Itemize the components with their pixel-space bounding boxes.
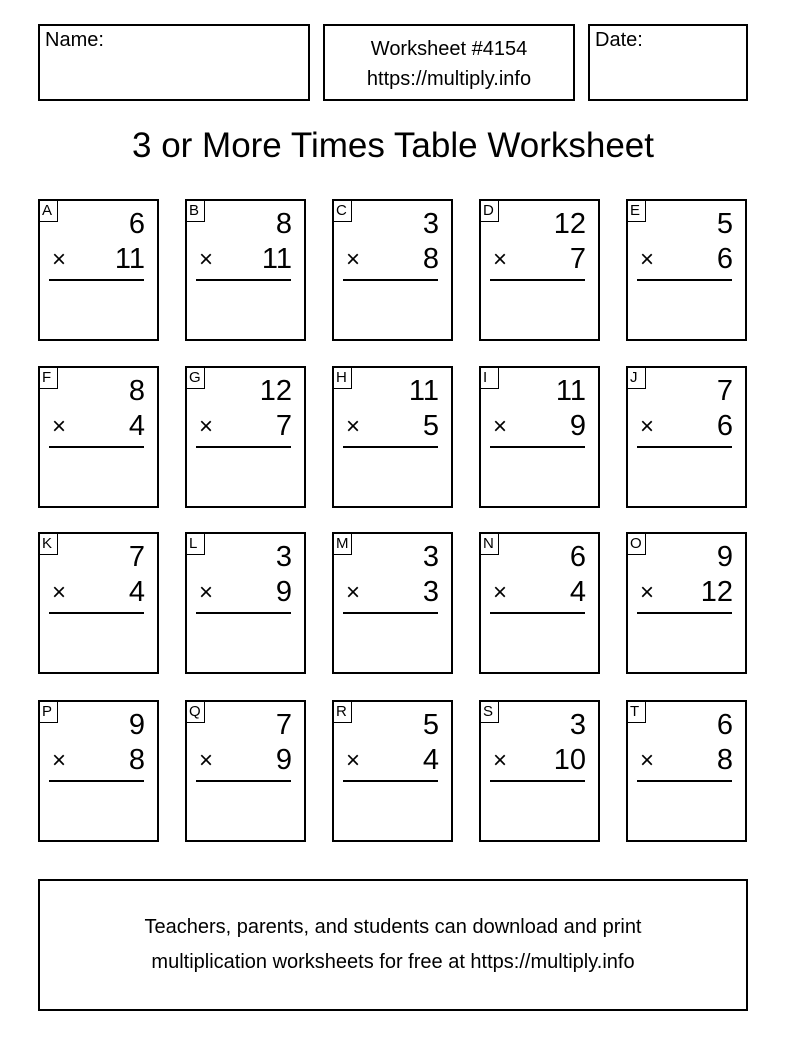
multiplicand: 11 (408, 375, 439, 407)
multiplicand: 3 (422, 541, 439, 573)
multiplicand: 3 (569, 709, 586, 741)
multiplicand: 5 (422, 709, 439, 741)
answer-line (490, 780, 585, 782)
times-sign: × (640, 246, 655, 273)
answer-line (637, 780, 732, 782)
times-sign: × (52, 579, 67, 606)
problem-s[interactable] (479, 700, 600, 842)
times-sign: × (640, 747, 655, 774)
problem-c[interactable] (332, 199, 453, 341)
multiplier: 7 (569, 243, 586, 275)
problem-m[interactable] (332, 532, 453, 674)
multiplicand: 6 (569, 541, 586, 573)
problem-t[interactable] (626, 700, 747, 842)
problem-letter: I (479, 366, 499, 389)
multiplicand: 3 (422, 208, 439, 240)
multiplicand: 8 (128, 375, 145, 407)
date-label: Date: (595, 29, 643, 51)
times-sign: × (346, 246, 361, 273)
multiplier: 10 (553, 744, 586, 776)
multiplicand: 9 (716, 541, 733, 573)
problem-d[interactable] (479, 199, 600, 341)
times-sign: × (346, 747, 361, 774)
problem-a[interactable] (38, 199, 159, 341)
problem-q[interactable] (185, 700, 306, 842)
problem-letter: R (332, 700, 352, 723)
problem-j[interactable] (626, 366, 747, 508)
problem-letter: C (332, 199, 352, 222)
multiplier: 9 (569, 410, 586, 442)
multiplicand: 12 (553, 208, 586, 240)
multiplier: 9 (275, 576, 292, 608)
name-label: Name: (45, 29, 104, 51)
times-sign: × (52, 747, 67, 774)
times-sign: × (52, 246, 67, 273)
multiplier: 4 (128, 410, 145, 442)
page-title: 3 or More Times Table Worksheet (132, 126, 654, 165)
problem-letter: E (626, 199, 646, 222)
times-sign: × (199, 747, 214, 774)
problem-l[interactable] (185, 532, 306, 674)
multiplicand: 8 (275, 208, 292, 240)
answer-line (196, 780, 291, 782)
multiplier: 11 (114, 243, 145, 275)
problem-letter: M (332, 532, 352, 555)
problem-letter: G (185, 366, 205, 389)
answer-line (49, 446, 144, 448)
multiplier: 6 (716, 410, 733, 442)
problem-r[interactable] (332, 700, 453, 842)
multiplier: 9 (275, 744, 292, 776)
problem-o[interactable] (626, 532, 747, 674)
multiplier: 6 (716, 243, 733, 275)
footer-note (38, 879, 748, 1011)
answer-line (490, 612, 585, 614)
problem-letter: J (626, 366, 646, 389)
answer-line (490, 446, 585, 448)
multiplicand: 7 (716, 375, 733, 407)
problem-n[interactable] (479, 532, 600, 674)
multiplier: 3 (422, 576, 439, 608)
multiplier: 8 (422, 243, 439, 275)
multiplicand: 11 (555, 375, 586, 407)
footer-line-2: multiplication worksheets for free at https://multiply.info (151, 951, 635, 973)
answer-line (637, 612, 732, 614)
problem-letter: Q (185, 700, 205, 723)
answer-line (343, 780, 438, 782)
problem-b[interactable] (185, 199, 306, 341)
problem-letter: O (626, 532, 646, 555)
multiplicand: 7 (128, 541, 145, 573)
name-field[interactable] (38, 24, 310, 101)
problem-g[interactable] (185, 366, 306, 508)
answer-line (343, 446, 438, 448)
answer-line (343, 612, 438, 614)
times-sign: × (493, 747, 508, 774)
times-sign: × (640, 413, 655, 440)
worksheet-url: https://multiply.info (366, 68, 532, 90)
answer-line (343, 279, 438, 281)
answer-line (490, 279, 585, 281)
multiplier: 8 (128, 744, 145, 776)
worksheet-info-box (323, 24, 575, 101)
answer-line (49, 279, 144, 281)
problem-p[interactable] (38, 700, 159, 842)
answer-line (196, 446, 291, 448)
problem-i[interactable] (479, 366, 600, 508)
problem-letter: N (479, 532, 499, 555)
times-sign: × (199, 413, 214, 440)
multiplicand: 3 (275, 541, 292, 573)
multiplier: 8 (716, 744, 733, 776)
multiplier: 4 (422, 744, 439, 776)
multiplicand: 7 (275, 709, 292, 741)
multiplier: 7 (275, 410, 292, 442)
problem-letter: A (38, 199, 58, 222)
multiplier: 11 (261, 243, 292, 275)
times-sign: × (52, 413, 67, 440)
multiplicand: 5 (716, 208, 733, 240)
answer-line (196, 279, 291, 281)
problem-letter: D (479, 199, 499, 222)
times-sign: × (199, 579, 214, 606)
multiplicand: 6 (716, 709, 733, 741)
problem-letter: L (185, 532, 205, 555)
date-field[interactable] (588, 24, 748, 101)
worksheet-number: Worksheet #4154 (370, 38, 528, 60)
problem-letter: T (626, 700, 646, 723)
times-sign: × (640, 579, 655, 606)
times-sign: × (493, 579, 508, 606)
answer-line (49, 612, 144, 614)
multiplier: 4 (569, 576, 586, 608)
footer-line-1: Teachers, parents, and students can download and print (144, 916, 642, 938)
problem-letter: F (38, 366, 58, 389)
times-sign: × (493, 413, 508, 440)
answer-line (196, 612, 291, 614)
times-sign: × (493, 246, 508, 273)
problem-letter: P (38, 700, 58, 723)
problem-letter: K (38, 532, 58, 555)
multiplicand: 12 (259, 375, 292, 407)
problem-k[interactable] (38, 532, 159, 674)
multiplier: 5 (422, 410, 439, 442)
multiplicand: 9 (128, 709, 145, 741)
problem-letter: B (185, 199, 205, 222)
answer-line (637, 279, 732, 281)
times-sign: × (346, 579, 361, 606)
problem-e[interactable] (626, 199, 747, 341)
times-sign: × (199, 246, 214, 273)
problem-letter: S (479, 700, 499, 723)
multiplier: 4 (128, 576, 145, 608)
multiplier: 12 (700, 576, 733, 608)
multiplicand: 6 (128, 208, 145, 240)
answer-line (49, 780, 144, 782)
times-sign: × (346, 413, 361, 440)
answer-line (637, 446, 732, 448)
problem-letter: H (332, 366, 352, 389)
problem-h[interactable] (332, 366, 453, 508)
problem-f[interactable] (38, 366, 159, 508)
